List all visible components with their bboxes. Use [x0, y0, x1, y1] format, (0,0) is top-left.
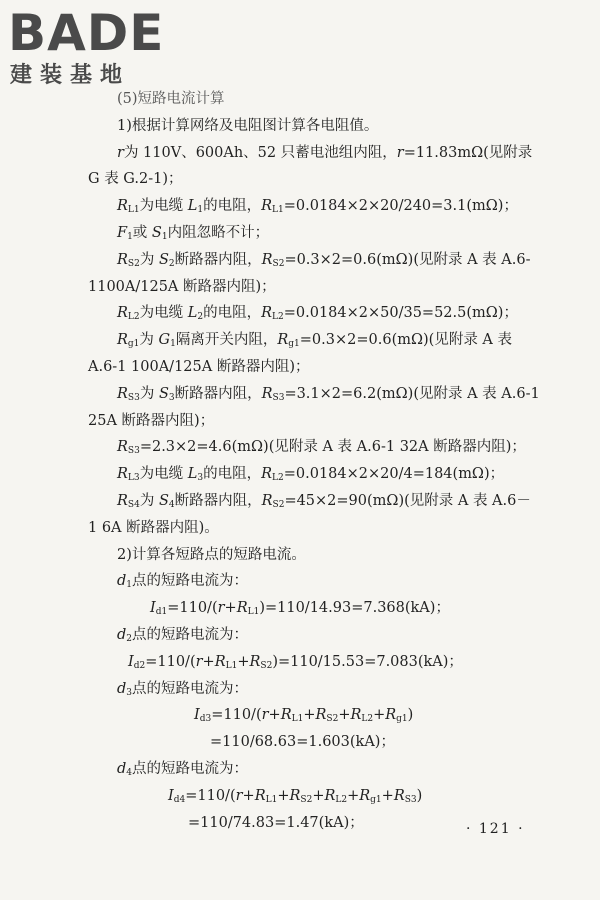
formula-id4-result: =110/74.83=1.47(kA)；	[188, 814, 364, 831]
d1-label: $d_1$点的短路电流为：	[117, 573, 249, 591]
para-rs4: $R_{S4}$为 $S_4$断路器内阻，$R_{S2}=45\times 2=90(m\Omega)$(见附录 A 表 A.6－1 6A 断路器内阻)。	[88, 492, 531, 536]
document-body	[88, 86, 540, 836]
para-rl3: $R_{L3}$为电缆 $L_3$的电阻，$R_{L2}=0.0184\times 2\times 20/4=184(m\Omega)$；	[117, 466, 505, 484]
para-rs2: $R_{S2}$为 $S_2$断路器内阻，$R_{S2}=0.3\times 2=0.6(m\Omega)$(见附录 A 表 A.6-1100A/125A 断路器内阻)；	[88, 251, 531, 295]
logo-subtitle: 建装基地	[10, 63, 131, 88]
formula-id4: $I_{d4}=110/(r+R_{L1}+R_{S2}+R_{L2}+R_{g1}+R_{S3})$	[168, 787, 423, 805]
para-rl1: $R_{L1}$为电缆 $L_1$的电阻，$R_{L1}=0.0184\times 2\times 20/240=3.1(m\Omega)$；	[117, 198, 518, 216]
para-battery-resistance: r为 110V、600Ah、52 只蓄电池组内阻，r=11.83mΩ(见附录 G 表 G.2-1)；	[88, 144, 533, 188]
step-1-heading: 1)根据计算网络及电阻图计算各电阻值。	[117, 117, 379, 134]
d3-label: $d_3$点的短路电流为：	[117, 680, 249, 698]
para-rs3-alt: $R_{S3}=2.3\times 2=4.6(m\Omega)$(见附录 A 表 A.6-1 32A 断路器内阻)；	[117, 439, 526, 457]
para-f1-s1: $F_1$或 $S_1$内阻忽略不计；	[117, 224, 270, 242]
formula-id1: $I_{d1}=110/(r+R_{L1})=110/14.93=7.368(kA)$；	[150, 600, 450, 618]
step-2-heading: 2)计算各短路点的短路电流。	[117, 546, 306, 563]
logo	[8, 6, 178, 96]
page-number: · 121 ·	[466, 821, 525, 837]
formula-id3: $I_{d3}=110/(r+R_{L1}+R_{S2}+R_{L2}+R_{g1})$	[194, 707, 414, 725]
d2-label: $d_2$点的短路电流为：	[117, 626, 249, 644]
para-rs3: $R_{S3}$为 $S_3$断路器内阻，$R_{S3}=3.1\times 2=6.2(m\Omega)$(见附录 A 表 A.6-1 25A 断路器内阻)；	[88, 385, 540, 429]
formula-id2: $I_{d2}=110/(r+R_{L1}+R_{S2})=110/15.53=7.083(kA)$；	[128, 653, 463, 671]
section-heading: (5)短路电流计算	[117, 91, 225, 107]
para-rg1: $R_{g1}$为 $G_1$隔离开关内阻，$R_{g1}=0.3\times 2=0.6(m\Omega)$(见附录 A 表 A.6-1 100A/125A 断路器内阻)；	[88, 332, 513, 375]
d4-label: $d_4$点的短路电流为：	[117, 760, 249, 778]
formula-id3-result: =110/68.63=1.603(kA)；	[210, 734, 395, 751]
para-rl2: $R_{L2}$为电缆 $L_2$的电阻，$R_{L2}=0.0184\times 2\times 50/35=52.5(m\Omega)$；	[117, 305, 518, 323]
logo-brand: BADE	[8, 4, 165, 62]
